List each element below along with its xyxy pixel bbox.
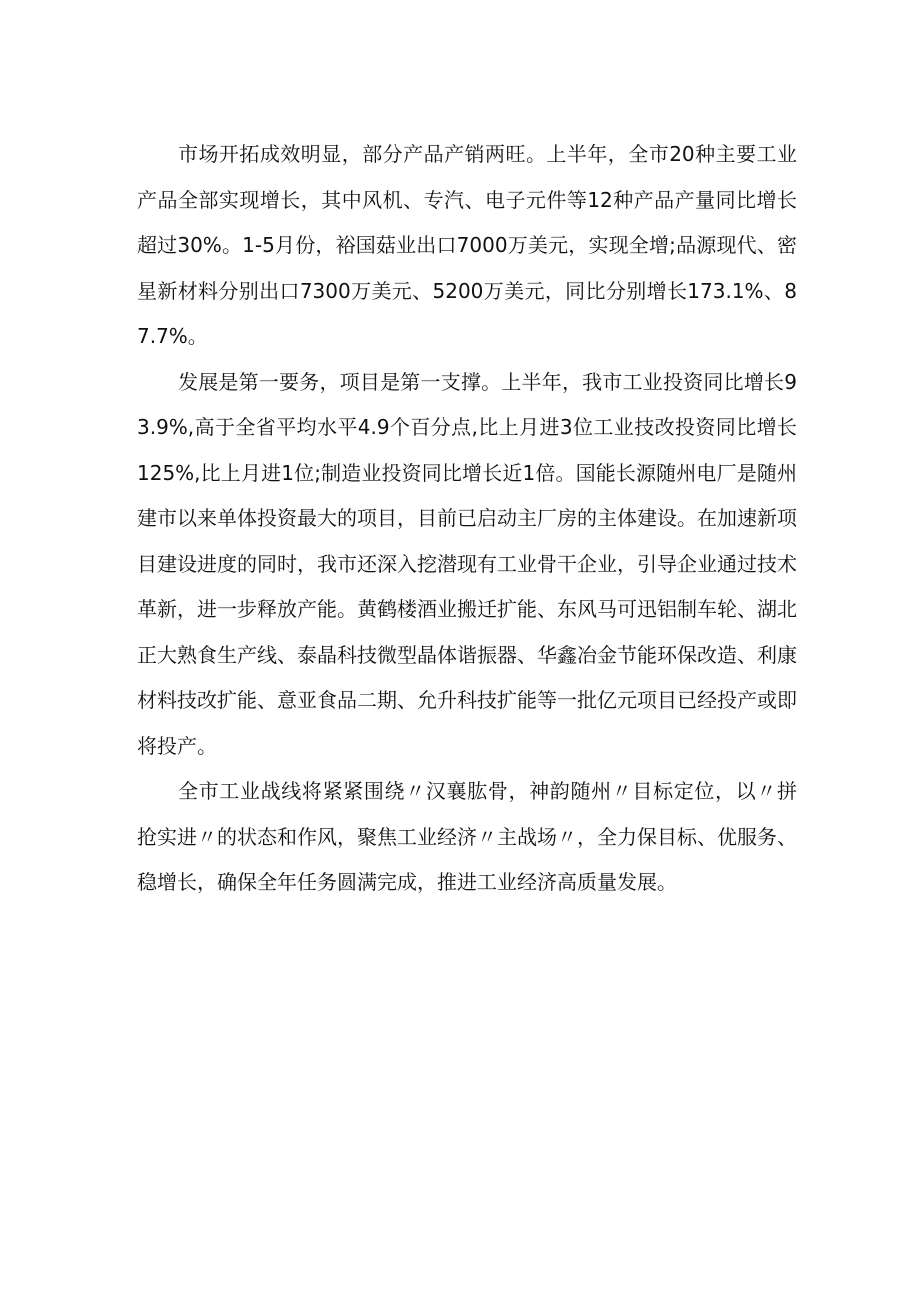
paragraph-market-expansion: 市场开拓成效明显，部分产品产销两旺。上半年，全市20种主要工业产品全部实现增长，其中风机、专汽、电子元件等12种产品产量同比增长超过30%。1-5月份，裕国菇业出口7000万美元，实现全增;品源现代、密星新材料分别出口7300万美元、5200万美元，同比分别增长173.1%、87.7%。 <box>137 142 797 348</box>
document-body <box>137 132 797 906</box>
paragraph-industrial-goals: 全市工业战线将紧紧围绕〃汉襄肱骨，神韵随州〃目标定位，以〃拼抢实进〃的状态和作风，聚焦工业经济〃主战场〃，全力保目标、优服务、稳增长，确保全年任务圆满完成，推进工业经济高质量发展。 <box>137 779 797 894</box>
paragraph-investment-projects: 发展是第一要务，项目是第一支撑。上半年，我市工业投资同比增长93.9%,高于全省平均水平4.9个百分点,比上月进3位工业技改投资同比增长125%,比上月进1位;制造业投资同比增长近1倍。国能长源随州电厂是随州建市以来单体投资最大的项目，目前已启动主厂房的主体建设。在加速新项目建设进度的同时，我市还深入挖潜现有工业骨干企业，引导企业通过技术革新，进一步释放产能。黄鹤楼酒业搬迁扩能、东风马可迅铝制车轮、湖北正大熟食生产线、泰晶科技微型晶体谐振器、华鑫冶金节能环保改造、利康材料技改扩能、意亚食品二期、允升科技扩能等一批亿元项目已经投产或即将投产。 <box>137 369 797 758</box>
